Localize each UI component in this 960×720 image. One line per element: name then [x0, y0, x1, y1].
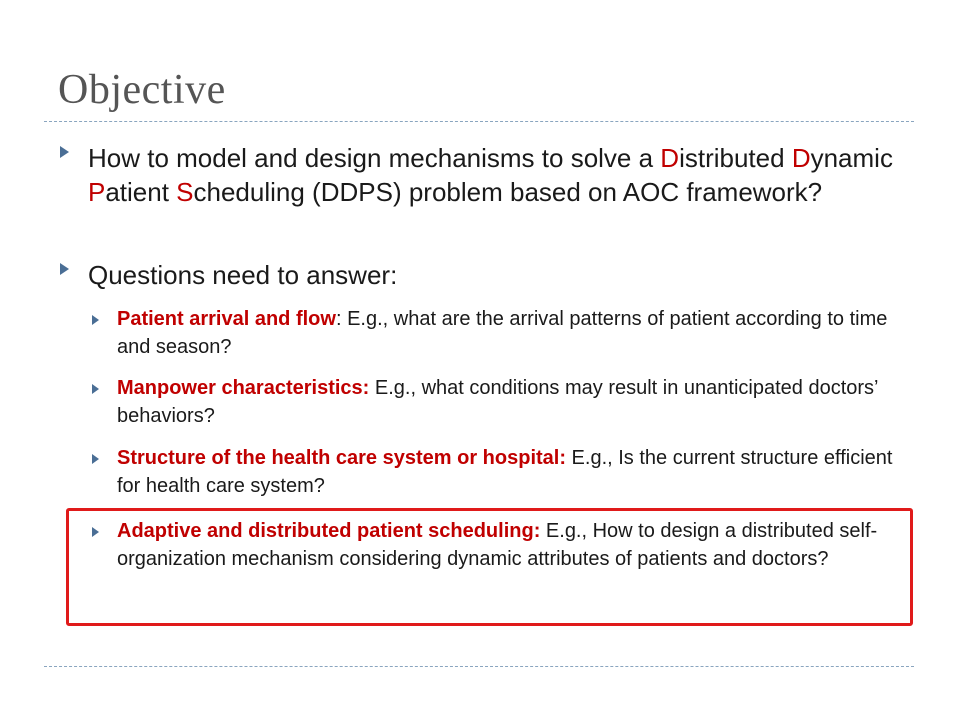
bullet-objective-question — [88, 141, 898, 209]
sub-bullet-label: Manpower characteristics: — [117, 377, 370, 399]
triangle-bullet-icon — [92, 384, 99, 394]
sub-bullet-manpower — [117, 374, 907, 430]
triangle-bullet-icon — [60, 146, 69, 158]
sub-bullet-label: Patient arrival and flow — [117, 308, 336, 330]
triangle-bullet-icon — [92, 454, 99, 464]
slide-title: Objective — [58, 67, 226, 113]
sub-bullet-label: Structure of the health care system or hospital: — [117, 447, 566, 469]
bottom-divider — [44, 666, 914, 667]
segment-highlight: D — [791, 143, 811, 173]
segment: ynamic — [810, 143, 893, 173]
sub-bullet-adaptive-scheduling — [117, 517, 907, 573]
sub-bullet-text: E.g., what conditions may result in unanticipated doctors’ behaviors? — [117, 377, 878, 427]
triangle-bullet-icon — [92, 315, 99, 325]
sub-bullet-text: E.g., Is the current structure efficient for health care system? — [117, 447, 893, 497]
sub-bullet-sep: : — [335, 308, 348, 330]
sub-bullet-text: E.g., How to design a distributed self-organization mechanism considering dynamic attributes of patients and doctors? — [117, 520, 878, 570]
sub-bullet-label: Adaptive and distributed patient scheduling: — [117, 520, 541, 542]
triangle-bullet-icon — [60, 263, 69, 275]
sub-bullet-patient-arrival — [117, 305, 907, 361]
segment: atient — [105, 177, 177, 207]
sub-bullet-structure — [117, 444, 907, 500]
segment-highlight: P — [88, 177, 106, 207]
segment: How to model and design mechanisms to solve a — [88, 143, 661, 173]
segment-highlight: S — [176, 177, 194, 207]
segment-highlight: D — [660, 143, 680, 173]
top-divider — [44, 121, 914, 122]
bullet-questions-heading: Questions need to answer: — [88, 260, 398, 290]
segment: cheduling (DDPS) problem based on AOC framework? — [193, 177, 823, 207]
sub-bullet-text: E.g., what are the arrival patterns of patient according to time and season? — [117, 308, 888, 358]
triangle-bullet-icon — [92, 527, 99, 537]
segment: istributed — [679, 143, 792, 173]
